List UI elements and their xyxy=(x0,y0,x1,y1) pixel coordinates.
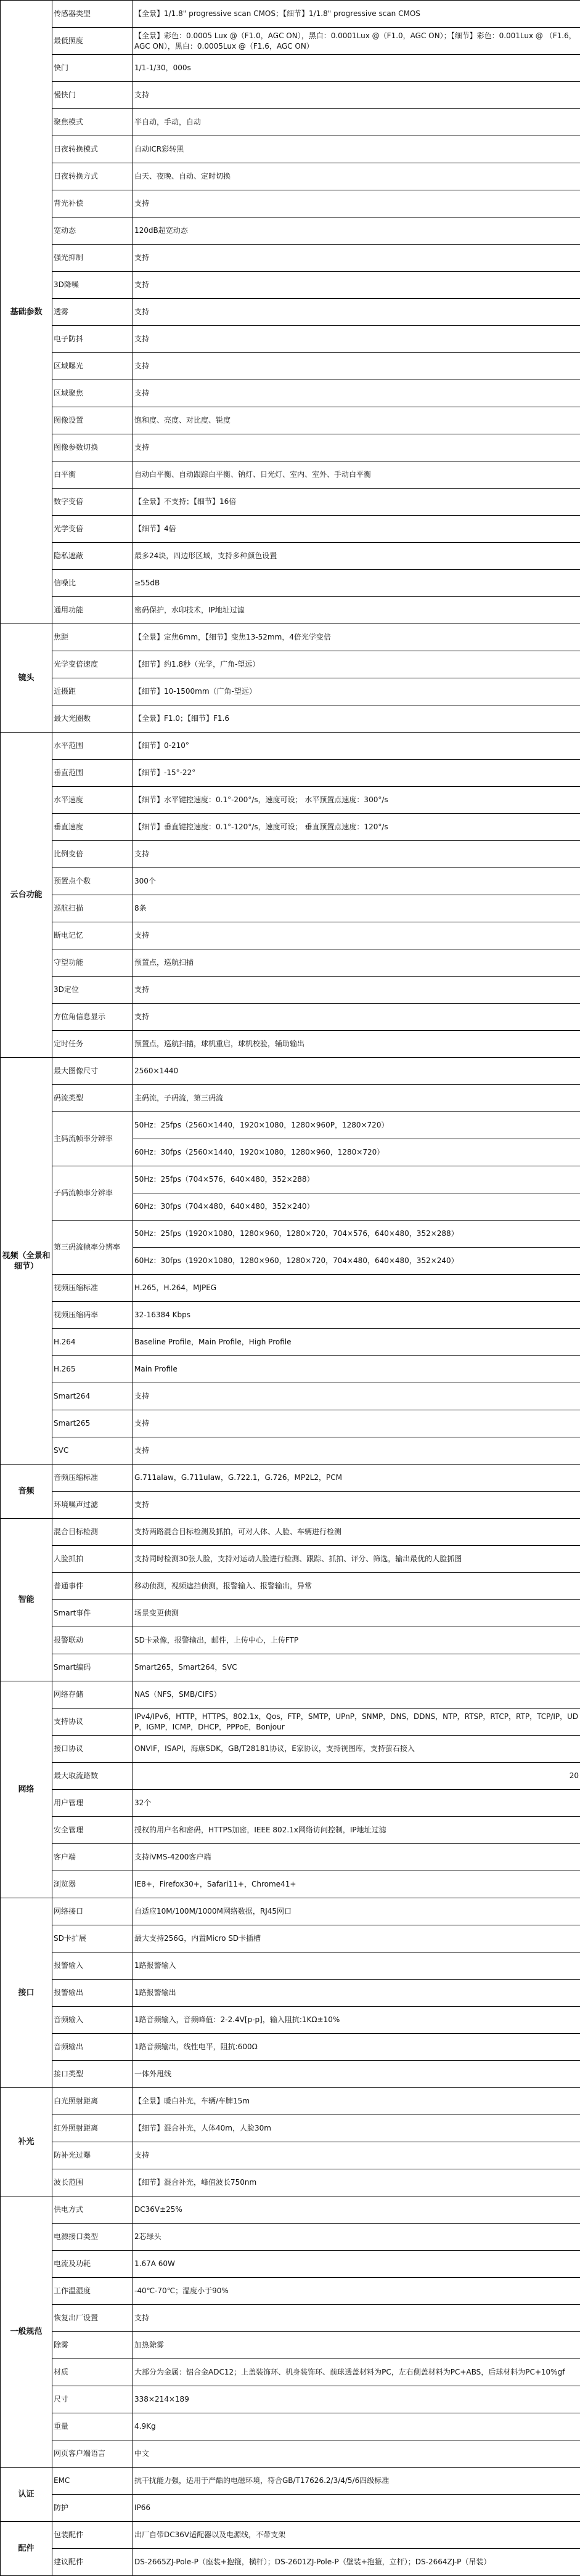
spec-row xyxy=(1,2522,580,2549)
param-value: 【全景】不支持；【细节】16倍 xyxy=(133,489,580,516)
param-value: 【细节】10-1500mm（广角-望远） xyxy=(133,678,580,705)
spec-row xyxy=(1,2305,580,2332)
param-value: 32-16384 Kbps xyxy=(133,1302,580,1329)
spec-row xyxy=(1,1465,580,1492)
param-value: 1路报警输出 xyxy=(133,1980,580,2007)
section-label: 智能 xyxy=(1,1519,52,1681)
param-name: 日夜转换模式 xyxy=(52,136,133,163)
param-value: 支持 xyxy=(133,380,580,407)
param-name: 建议配件 xyxy=(52,2549,133,2576)
section-label: 认证 xyxy=(1,2468,52,2522)
spec-row xyxy=(1,1654,580,1681)
param-name: 强光抑制 xyxy=(52,245,133,272)
spec-row xyxy=(1,380,580,407)
param-value: IPv4/IPv6，HTTP，HTTPS，802.1x，Qos，FTP，SMTP，UPnP，SNMP，DNS，DDNS，NTP，RTSP，RTCP，RTP，TCP/IP，UDP，IGMP，ICMP，DHCP，PPPoE，Bonjour xyxy=(133,1709,580,1736)
param-name: 通用功能 xyxy=(52,597,133,624)
param-value: 支持 xyxy=(133,245,580,272)
section-label: 视频（全景和细节） xyxy=(1,1058,52,1465)
param-name: 3D定位 xyxy=(52,977,133,1004)
param-name: 最大取流路数 xyxy=(52,1763,133,1790)
param-name: 区域曝光 xyxy=(52,353,133,380)
param-name: 3D降噪 xyxy=(52,272,133,299)
param-value: 【细节】约1.8秒（光学，广角-望远） xyxy=(133,651,580,678)
param-value: Baseline Profile，Main Profile，High Profile xyxy=(133,1329,580,1356)
param-name: 人脸抓拍 xyxy=(52,1546,133,1573)
param-value: 300个 xyxy=(133,868,580,895)
spec-row xyxy=(1,1166,580,1193)
param-name: 材质 xyxy=(52,2359,133,2386)
param-value: 支持 xyxy=(133,326,580,353)
param-value: 支持 xyxy=(133,190,580,217)
spec-row xyxy=(1,543,580,570)
param-name: 报警联动 xyxy=(52,1627,133,1654)
spec-row xyxy=(1,1600,580,1627)
param-value: NAS（NFS，SMB/CIFS） xyxy=(133,1681,580,1709)
param-name: 视频压缩码率 xyxy=(52,1302,133,1329)
param-value: 支持iVMS-4200客户端 xyxy=(133,1844,580,1871)
spec-row xyxy=(1,109,580,136)
param-name: Smart编码 xyxy=(52,1654,133,1681)
spec-row xyxy=(1,163,580,190)
param-name: 混合目标检测 xyxy=(52,1519,133,1546)
param-value: 自适应10M/100M/1000M网络数据，RJ45网口 xyxy=(133,1898,580,1925)
param-name: 防补光过曝 xyxy=(52,2142,133,2169)
spec-row xyxy=(1,1844,580,1871)
spec-row xyxy=(1,1546,580,1573)
param-name: 预置点个数 xyxy=(52,868,133,895)
spec-row xyxy=(1,55,580,82)
param-value: 50Hz：25fps（2560×1440，1920×1080，1280×960P，1280×720） xyxy=(133,1112,580,1139)
param-value: 支持 xyxy=(133,272,580,299)
param-name: 网络接口 xyxy=(52,1898,133,1925)
section-label: 配件 xyxy=(1,2522,52,2576)
section-label: 镜头 xyxy=(1,624,52,733)
param-value: 主码流，子码流，第三码流 xyxy=(133,1085,580,1112)
section-label: 音频 xyxy=(1,1465,52,1519)
param-value: 移动侦测，视频遮挡侦测，报警输入、报警输出，异常 xyxy=(133,1573,580,1600)
param-name: Smart事件 xyxy=(52,1600,133,1627)
spec-row xyxy=(1,407,580,434)
param-name: 最大图像尺寸 xyxy=(52,1058,133,1085)
param-value: 120dB超宽动态 xyxy=(133,217,580,245)
param-value: 2芯绿头 xyxy=(133,2224,580,2251)
param-name: 水平范围 xyxy=(52,733,133,760)
param-value: Main Profile xyxy=(133,1356,580,1383)
spec-row xyxy=(1,597,580,624)
param-name: 背光补偿 xyxy=(52,190,133,217)
param-value: 50Hz：25fps（704×576，640×480，352×288） xyxy=(133,1166,580,1193)
param-value: 授权的用户名和密码，HTTPS加密，IEEE 802.1x网络访问控制，IP地址过滤 xyxy=(133,1817,580,1844)
param-value: 饱和度、亮度、对比度、锐度 xyxy=(133,407,580,434)
param-name: 定时任务 xyxy=(52,1031,133,1058)
param-name: 巡航扫描 xyxy=(52,895,133,922)
param-value: IP66 xyxy=(133,2495,580,2522)
param-name: 守望功能 xyxy=(52,949,133,977)
param-value: G.711alaw，G.711ulaw，G.722.1，G.726，MP2L2，PCM xyxy=(133,1465,580,1492)
param-value: DS-2665ZJ-Pole-P（座装+抱箍，横杆）；DS-2601ZJ-Pole-P（壁装+抱箍，立杆）；DS-2664ZJ-P（吊装） xyxy=(133,2549,580,2576)
spec-row xyxy=(1,190,580,217)
spec-row xyxy=(1,1709,580,1736)
param-value: 支持 xyxy=(133,977,580,1004)
param-name: SVC xyxy=(52,1437,133,1465)
param-value: 【全景】1/1.8" progressive scan CMOS；【细节】1/1.8" progressive scan CMOS xyxy=(133,1,580,28)
param-name: 最低照度 xyxy=(52,28,133,55)
param-name: 主码流帧率分辨率 xyxy=(52,1112,133,1166)
param-value: 自动ICR彩转黑 xyxy=(133,136,580,163)
param-name: 区域聚焦 xyxy=(52,380,133,407)
spec-row xyxy=(1,2440,580,2468)
param-name: 光学变倍 xyxy=(52,516,133,543)
spec-row xyxy=(1,1627,580,1654)
param-value: 60Hz：30fps（1920×1080，1280×960，1280×720，704×480，640×480，352×240） xyxy=(133,1248,580,1275)
param-value: 4.9Kg xyxy=(133,2413,580,2440)
spec-row xyxy=(1,1329,580,1356)
param-value: 支持 xyxy=(133,434,580,461)
param-value: 预置点，巡航扫描，球机重启，球机校验，辅助输出 xyxy=(133,1031,580,1058)
param-name: 电源接口类型 xyxy=(52,2224,133,2251)
param-value: 一体外甩线 xyxy=(133,2061,580,2088)
param-name: 快门 xyxy=(52,55,133,82)
param-value: 【全景】暖白补光，车辆/车牌15m xyxy=(133,2088,580,2115)
param-value: 1路音频输出，线性电平，阻抗:600Ω xyxy=(133,2034,580,2061)
spec-row xyxy=(1,2007,580,2034)
param-value: 【细节】0-210° xyxy=(133,733,580,760)
param-name: 音频压缩标准 xyxy=(52,1465,133,1492)
param-name: 报警输出 xyxy=(52,1980,133,2007)
spec-row xyxy=(1,516,580,543)
spec-row xyxy=(1,217,580,245)
param-value: Smart265，Smart264，SVC xyxy=(133,1654,580,1681)
param-name: 最大光圈数 xyxy=(52,705,133,733)
spec-row xyxy=(1,1356,580,1383)
spec-row xyxy=(1,461,580,489)
param-name: 水平速度 xyxy=(52,787,133,814)
spec-row xyxy=(1,82,580,109)
spec-row xyxy=(1,1112,580,1139)
param-name: 支持协议 xyxy=(52,1709,133,1736)
param-value: 支持 xyxy=(133,1492,580,1519)
section-label: 云台功能 xyxy=(1,733,52,1058)
param-value: 支持 xyxy=(133,1004,580,1031)
param-name: 浏览器 xyxy=(52,1871,133,1898)
param-name: 信噪比 xyxy=(52,570,133,597)
spec-row xyxy=(1,705,580,733)
param-name: 接口类型 xyxy=(52,2061,133,2088)
spec-row xyxy=(1,2278,580,2305)
param-name: SD卡扩展 xyxy=(52,1925,133,1952)
spec-row xyxy=(1,2224,580,2251)
param-name: Smart265 xyxy=(52,1410,133,1437)
spec-row xyxy=(1,2169,580,2196)
param-name: 断电记忆 xyxy=(52,922,133,949)
spec-row xyxy=(1,787,580,814)
param-value: 支持 xyxy=(133,82,580,109)
spec-row xyxy=(1,2034,580,2061)
param-value: 支持 xyxy=(133,1437,580,1465)
param-value: 8条 xyxy=(133,895,580,922)
spec-row xyxy=(1,1736,580,1763)
param-value: ONVIF，ISAPI，海康SDK，GB/T28181协议，E家协议，支持视图库，支持萤石接入 xyxy=(133,1736,580,1763)
param-value: 60Hz：30fps（2560×1440，1920×1080，1280×960，1280×720） xyxy=(133,1139,580,1166)
param-name: 音频输入 xyxy=(52,2007,133,2034)
param-value: 【全景】彩色：0.0005 Lux @（F1.0，AGC ON），黑白：0.0001Lux @（F1.0，AGC ON）；【细节】彩色：0.001Lux @ （F1.6，AGC ON），黑白：0.0005Lux @（F1.6，AGC ON） xyxy=(133,28,580,55)
param-name: 子码流帧率分辨率 xyxy=(52,1166,133,1221)
param-value: IE8+，Firefox30+，Safari11+，Chrome41+ xyxy=(133,1871,580,1898)
param-name: 红外照射距离 xyxy=(52,2115,133,2142)
param-name: 码流类型 xyxy=(52,1085,133,1112)
param-name: 日夜转换方式 xyxy=(52,163,133,190)
param-name: 恢复出厂设置 xyxy=(52,2305,133,2332)
param-value: 1/1-1/30，000s xyxy=(133,55,580,82)
spec-row xyxy=(1,1817,580,1844)
param-value: DC36V±25% xyxy=(133,2196,580,2224)
spec-row xyxy=(1,272,580,299)
param-name: 方位角信息显示 xyxy=(52,1004,133,1031)
param-value: 场景变更侦测 xyxy=(133,1600,580,1627)
spec-row xyxy=(1,895,580,922)
param-name: 波长范围 xyxy=(52,2169,133,2196)
section-label: 一般规范 xyxy=(1,2196,52,2468)
section-label: 补光 xyxy=(1,2088,52,2196)
spec-row xyxy=(1,326,580,353)
param-name: 接口协议 xyxy=(52,1736,133,1763)
spec-row xyxy=(1,733,580,760)
param-value: 1路报警输入 xyxy=(133,1952,580,1980)
param-name: 宽动态 xyxy=(52,217,133,245)
param-name: 数字变倍 xyxy=(52,489,133,516)
param-value: 支持 xyxy=(133,2305,580,2332)
param-value: 【细节】混合补光，人体40m，人脸30m xyxy=(133,2115,580,2142)
param-name: 电流及功耗 xyxy=(52,2251,133,2278)
spec-row xyxy=(1,2251,580,2278)
param-value: ≥55dB xyxy=(133,570,580,597)
spec-row xyxy=(1,1031,580,1058)
param-value: 338×214×189 xyxy=(133,2386,580,2413)
spec-row xyxy=(1,977,580,1004)
spec-row xyxy=(1,841,580,868)
spec-row xyxy=(1,814,580,841)
param-name: 环境噪声过滤 xyxy=(52,1492,133,1519)
param-value: 白天、夜晚、自动、定时切换 xyxy=(133,163,580,190)
param-value: 支持 xyxy=(133,922,580,949)
spec-row xyxy=(1,1492,580,1519)
spec-row xyxy=(1,1004,580,1031)
param-value: 【全景】定焦6mm，【细节】变焦13-52mm，4倍光学变倍 xyxy=(133,624,580,651)
param-name: Smart264 xyxy=(52,1383,133,1410)
param-name: 图像设置 xyxy=(52,407,133,434)
spec-row xyxy=(1,1058,580,1085)
param-name: 聚焦模式 xyxy=(52,109,133,136)
param-value: 抗干扰能力强，适用于严酷的电磁环境，符合GB/T17626.2/3/4/5/6四级标准 xyxy=(133,2468,580,2495)
param-name: 客户端 xyxy=(52,1844,133,1871)
param-name: 安全管理 xyxy=(52,1817,133,1844)
param-value: 加热除雾 xyxy=(133,2332,580,2359)
spec-row xyxy=(1,2332,580,2359)
spec-row xyxy=(1,624,580,651)
spec-row xyxy=(1,1681,580,1709)
spec-row xyxy=(1,1437,580,1465)
param-name: H.264 xyxy=(52,1329,133,1356)
param-name: 隐私遮蔽 xyxy=(52,543,133,570)
param-value: 1.67A 60W xyxy=(133,2251,580,2278)
spec-row xyxy=(1,2468,580,2495)
spec-row xyxy=(1,1410,580,1437)
param-name: 比例变倍 xyxy=(52,841,133,868)
param-name: 除雾 xyxy=(52,2332,133,2359)
spec-row xyxy=(1,2495,580,2522)
spec-row xyxy=(1,949,580,977)
spec-table-body xyxy=(1,1,580,2576)
spec-row xyxy=(1,1302,580,1329)
param-value: 支持 xyxy=(133,841,580,868)
param-value: 最大支持256G，内置Micro SD卡插槽 xyxy=(133,1925,580,1952)
spec-row xyxy=(1,570,580,597)
spec-row xyxy=(1,651,580,678)
param-name: 图像参数切换 xyxy=(52,434,133,461)
param-value: 支持 xyxy=(133,1383,580,1410)
spec-row xyxy=(1,760,580,787)
spec-row xyxy=(1,1763,580,1790)
param-name: 防护 xyxy=(52,2495,133,2522)
spec-row xyxy=(1,1925,580,1952)
param-name: 白光照射距离 xyxy=(52,2088,133,2115)
param-value: 20 xyxy=(133,1763,580,1790)
section-label: 接口 xyxy=(1,1898,52,2088)
param-name: 透雾 xyxy=(52,299,133,326)
param-name: 网络存储 xyxy=(52,1681,133,1709)
param-value: 出厂自带DC36V适配器以及电源线，不带支架 xyxy=(133,2522,580,2549)
param-value: 预置点，巡航扫描 xyxy=(133,949,580,977)
param-value: 最多24块，四边形区域，支持多种颜色设置 xyxy=(133,543,580,570)
param-name: 报警输入 xyxy=(52,1952,133,1980)
spec-row xyxy=(1,489,580,516)
param-name: 尺寸 xyxy=(52,2386,133,2413)
param-name: 白平衡 xyxy=(52,461,133,489)
param-value: 【细节】水平键控速度：0.1°-200°/s，速度可设； 水平预置点速度：300°/s xyxy=(133,787,580,814)
param-name: 垂直范围 xyxy=(52,760,133,787)
param-name: 垂直速度 xyxy=(52,814,133,841)
spec-row xyxy=(1,1383,580,1410)
param-name: 慢快门 xyxy=(52,82,133,109)
param-value: 支持两路混合目标检测及抓拍，可对人体、人脸、车辆进行检测 xyxy=(133,1519,580,1546)
spec-row xyxy=(1,434,580,461)
spec-row xyxy=(1,2115,580,2142)
spec-row xyxy=(1,1952,580,1980)
param-name: 网页客户端语言 xyxy=(52,2440,133,2468)
param-name: 焦距 xyxy=(52,624,133,651)
param-value: 【细节】垂直键控速度：0.1°-120°/s，速度可设； 垂直预置点速度：120°/s xyxy=(133,814,580,841)
section-label: 网络 xyxy=(1,1681,52,1898)
spec-row xyxy=(1,922,580,949)
param-name: 用户管理 xyxy=(52,1790,133,1817)
param-value: 支持 xyxy=(133,299,580,326)
param-value: 密码保护，水印技术，IP地址过滤 xyxy=(133,597,580,624)
spec-row xyxy=(1,353,580,380)
param-value: 半自动，手动，自动 xyxy=(133,109,580,136)
param-value: 支持 xyxy=(133,2142,580,2169)
param-value: SD卡录像，报警输出，邮件，上传中心，上传FTP xyxy=(133,1627,580,1654)
spec-row xyxy=(1,2061,580,2088)
spec-row xyxy=(1,2549,580,2576)
spec-row xyxy=(1,1573,580,1600)
spec-row xyxy=(1,245,580,272)
spec-row xyxy=(1,2413,580,2440)
param-value: 【细节】-15°-22° xyxy=(133,760,580,787)
spec-row xyxy=(1,868,580,895)
param-name: 重量 xyxy=(52,2413,133,2440)
spec-row xyxy=(1,136,580,163)
param-name: 近摄距 xyxy=(52,678,133,705)
spec-row xyxy=(1,1898,580,1925)
param-name: 传感器类型 xyxy=(52,1,133,28)
spec-row xyxy=(1,2386,580,2413)
param-name: EMC xyxy=(52,2468,133,2495)
param-value: 2560×1440 xyxy=(133,1058,580,1085)
param-name: 视频压缩标准 xyxy=(52,1275,133,1302)
param-value: 中文 xyxy=(133,2440,580,2468)
param-value: 【细节】混合补光，峰值波长750nm xyxy=(133,2169,580,2196)
spec-row xyxy=(1,1085,580,1112)
param-value: 【细节】4倍 xyxy=(133,516,580,543)
param-name: 普通事件 xyxy=(52,1573,133,1600)
param-name: 音频输出 xyxy=(52,2034,133,2061)
spec-row xyxy=(1,678,580,705)
param-value: -40℃-70℃；湿度小于90% xyxy=(133,2278,580,2305)
param-name: H.265 xyxy=(52,1356,133,1383)
spec-row xyxy=(1,2196,580,2224)
param-value: 60Hz：30fps（704×480，640×480，352×240） xyxy=(133,1193,580,1221)
spec-row xyxy=(1,2088,580,2115)
param-value: 自动白平衡、自动跟踪白平衡、钠灯、日光灯、室内、室外、手动白平衡 xyxy=(133,461,580,489)
param-value: 50Hz：25fps（1920×1080，1280×960，1280×720，704×576，640×480，352×288） xyxy=(133,1221,580,1248)
param-value: 【全景】F1.0；【细节】F1.6 xyxy=(133,705,580,733)
param-name: 包装配件 xyxy=(52,2522,133,2549)
param-name: 工作温湿度 xyxy=(52,2278,133,2305)
param-value: 大部分为金属：铝合金ADC12；上盖装饰环、机身装饰环、前球透盖材料为PC，左右侧盖材料为PC+ABS，后球材料为PC+10%gf xyxy=(133,2359,580,2386)
param-value: 支持同时检测30张人脸，支持对运动人脸进行检测、跟踪、抓拍、评分、筛选，输出最优的人脸抓图 xyxy=(133,1546,580,1573)
spec-row xyxy=(1,2359,580,2386)
param-name: 电子防抖 xyxy=(52,326,133,353)
spec-row xyxy=(1,1871,580,1898)
spec-row xyxy=(1,2142,580,2169)
param-value: 1路音频输入，音频峰值：2-2.4V[p-p]，输入阻抗:1KΩ±10% xyxy=(133,2007,580,2034)
param-value: 支持 xyxy=(133,353,580,380)
spec-row xyxy=(1,1275,580,1302)
spec-row xyxy=(1,1980,580,2007)
param-value: 32个 xyxy=(133,1790,580,1817)
spec-row xyxy=(1,1221,580,1248)
spec-row xyxy=(1,1,580,28)
spec-row xyxy=(1,1519,580,1546)
param-name: 第三码流帧率分辨率 xyxy=(52,1221,133,1275)
spec-row xyxy=(1,1790,580,1817)
param-value: H.265，H.264，MJPEG xyxy=(133,1275,580,1302)
section-label: 基础参数 xyxy=(1,1,52,624)
spec-row xyxy=(1,299,580,326)
param-name: 光学变倍速度 xyxy=(52,651,133,678)
param-value: 支持 xyxy=(133,1410,580,1437)
param-name: 供电方式 xyxy=(52,2196,133,2224)
spec-row xyxy=(1,28,580,55)
